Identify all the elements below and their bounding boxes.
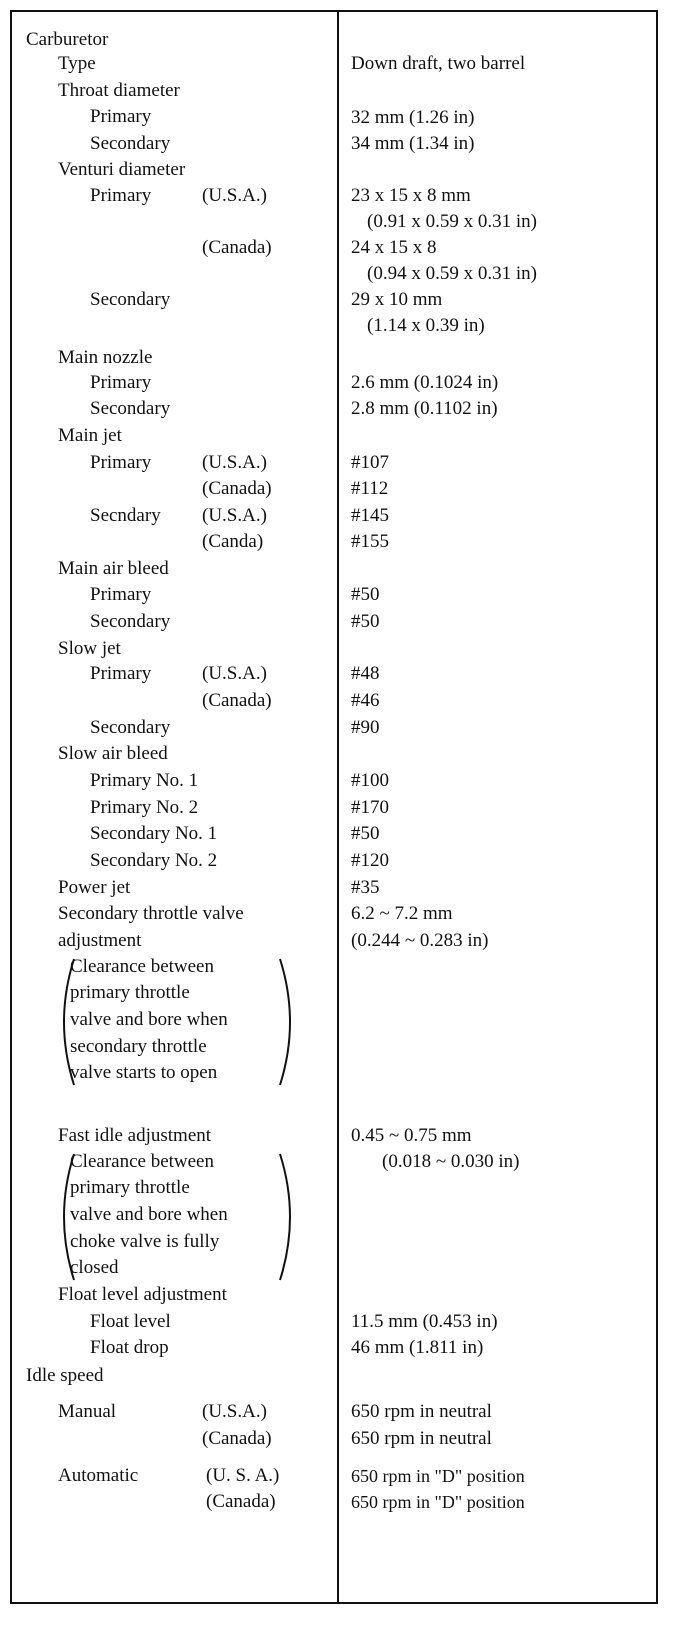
main-jet-secondary-usa-region: (U.S.A.) — [202, 505, 267, 526]
main-jet-secondary-canada-value: #155 — [351, 531, 389, 552]
venturi-secondary-value: 29 x 10 mm — [351, 289, 443, 310]
idle-automatic-usa-region: (U. S. A.) — [206, 1465, 280, 1486]
main-air-bleed-secondary-value: #50 — [351, 611, 380, 632]
main-air-bleed-primary-value: #50 — [351, 584, 380, 605]
float-level-adjustment-label: Float level adjustment — [58, 1284, 227, 1305]
idle-speed-heading: Idle speed — [26, 1365, 104, 1386]
main-jet-primary-usa-value: #107 — [351, 452, 389, 473]
venturi-primary-label: Primary — [90, 185, 152, 206]
note-line: primary throttle — [70, 982, 190, 1003]
venturi-primary-usa-value-in: (0.91 x 0.59 x 0.31 in) — [367, 211, 537, 232]
fast-idle-value: 0.45 ~ 0.75 mm — [351, 1125, 472, 1146]
main-nozzle-primary-value: 2.6 mm (0.1024 in) — [351, 372, 499, 393]
fast-idle-note — [58, 1150, 298, 1284]
idle-automatic-label: Automatic — [58, 1465, 139, 1486]
main-jet-primary-usa-region: (U.S.A.) — [202, 452, 267, 473]
venturi-secondary-label: Secondary — [90, 289, 171, 310]
idle-manual-canada-value: 650 rpm in neutral — [351, 1428, 492, 1449]
venturi-primary-canada-value: 24 x 15 x 8 — [351, 237, 437, 258]
float-drop-label: Float drop — [90, 1337, 169, 1358]
slow-jet-primary-label: Primary — [90, 663, 152, 684]
idle-manual-canada-region: (Canada) — [202, 1428, 272, 1449]
venturi-diameter-label: Venturi diameter — [58, 159, 186, 180]
main-jet-secondary-usa-value: #145 — [351, 505, 389, 526]
note-line: Clearance between — [70, 956, 214, 977]
main-nozzle-label: Main nozzle — [58, 347, 153, 368]
slow-air-bleed-label: Slow air bleed — [58, 743, 168, 764]
throat-secondary-value: 34 mm (1.34 in) — [351, 133, 475, 154]
idle-automatic-canada-region: (Canada) — [206, 1491, 276, 1512]
slow-air-bleed-secondary-2-label: Secondary No. 2 — [90, 850, 218, 871]
float-level-label: Float level — [90, 1311, 171, 1332]
main-jet-primary-label: Primary — [90, 452, 152, 473]
secondary-throttle-note — [58, 955, 298, 1089]
slow-jet-secondary-label: Secondary — [90, 717, 171, 738]
main-nozzle-secondary-label: Secondary — [90, 398, 171, 419]
secondary-throttle-value: 6.2 ~ 7.2 mm — [351, 903, 453, 924]
note-line: valve and bore when — [70, 1204, 228, 1225]
power-jet-label: Power jet — [58, 877, 131, 898]
venturi-secondary-value-in: (1.14 x 0.39 in) — [367, 315, 485, 336]
note-line: valve and bore when — [70, 1009, 228, 1030]
slow-jet-label: Slow jet — [58, 638, 121, 659]
main-nozzle-primary-label: Primary — [90, 372, 152, 393]
venturi-primary-usa-region: (U.S.A.) — [202, 185, 267, 206]
idle-manual-usa-value: 650 rpm in neutral — [351, 1401, 492, 1422]
main-nozzle-secondary-value: 2.8 mm (0.1102 in) — [351, 398, 498, 419]
slow-jet-primary-canada-region: (Canada) — [202, 690, 272, 711]
venturi-primary-canada-region: (Canada) — [202, 237, 272, 258]
secondary-throttle-label-2: adjustment — [58, 930, 142, 951]
main-air-bleed-secondary-label: Secondary — [90, 611, 171, 632]
idle-manual-label: Manual — [58, 1401, 117, 1422]
float-drop-value: 46 mm (1.811 in) — [351, 1337, 484, 1358]
column-divider — [337, 10, 339, 1604]
note-line: closed — [70, 1257, 119, 1278]
throat-primary-label: Primary — [90, 106, 152, 127]
main-jet-secondary-label: Secndary — [90, 505, 161, 526]
venturi-primary-usa-value: 23 x 15 x 8 mm — [351, 185, 471, 206]
float-level-value: 11.5 mm (0.453 in) — [351, 1311, 498, 1332]
secondary-throttle-value-in: (0.244 ~ 0.283 in) — [351, 930, 489, 951]
note-line: secondary throttle — [70, 1036, 207, 1057]
main-air-bleed-label: Main air bleed — [58, 558, 169, 579]
slow-air-bleed-primary-2-label: Primary No. 2 — [90, 797, 199, 818]
idle-automatic-usa-value: 650 rpm in "D" position — [351, 1466, 525, 1486]
main-air-bleed-primary-label: Primary — [90, 584, 152, 605]
slow-air-bleed-secondary-2-value: #120 — [351, 850, 389, 871]
note-line: primary throttle — [70, 1177, 190, 1198]
slow-jet-primary-usa-value: #48 — [351, 663, 380, 684]
slow-air-bleed-primary-1-value: #100 — [351, 770, 389, 791]
slow-air-bleed-secondary-1-value: #50 — [351, 823, 380, 844]
note-line: Clearance between — [70, 1151, 214, 1172]
main-jet-secondary-canada-region: (Canda) — [202, 531, 264, 552]
slow-jet-primary-usa-region: (U.S.A.) — [202, 663, 267, 684]
note-line: choke valve is fully — [70, 1231, 220, 1252]
throat-diameter-label: Throat diameter — [58, 80, 180, 101]
idle-manual-usa-region: (U.S.A.) — [202, 1401, 267, 1422]
slow-jet-secondary-value: #90 — [351, 717, 380, 738]
type-label: Type — [58, 53, 96, 74]
carburetor-heading: Carburetor — [26, 29, 109, 50]
main-jet-primary-canada-value: #112 — [351, 478, 389, 499]
secondary-throttle-label: Secondary throttle valve — [58, 903, 244, 924]
main-jet-primary-canada-region: (Canada) — [202, 478, 272, 499]
slow-jet-primary-canada-value: #46 — [351, 690, 380, 711]
slow-air-bleed-primary-1-label: Primary No. 1 — [90, 770, 199, 791]
fast-idle-label: Fast idle adjustment — [58, 1125, 212, 1146]
slow-air-bleed-primary-2-value: #170 — [351, 797, 389, 818]
throat-primary-value: 32 mm (1.26 in) — [351, 107, 475, 128]
main-jet-label: Main jet — [58, 425, 122, 446]
throat-secondary-label: Secondary — [90, 133, 171, 154]
slow-air-bleed-secondary-1-label: Secondary No. 1 — [90, 823, 218, 844]
venturi-primary-canada-value-in: (0.94 x 0.59 x 0.31 in) — [367, 263, 537, 284]
type-value: Down draft, two barrel — [351, 53, 526, 74]
power-jet-value: #35 — [351, 877, 380, 898]
note-line: valve starts to open — [70, 1062, 218, 1083]
idle-automatic-canada-value: 650 rpm in "D" position — [351, 1492, 525, 1512]
fast-idle-value-in: (0.018 ~ 0.030 in) — [382, 1151, 520, 1172]
